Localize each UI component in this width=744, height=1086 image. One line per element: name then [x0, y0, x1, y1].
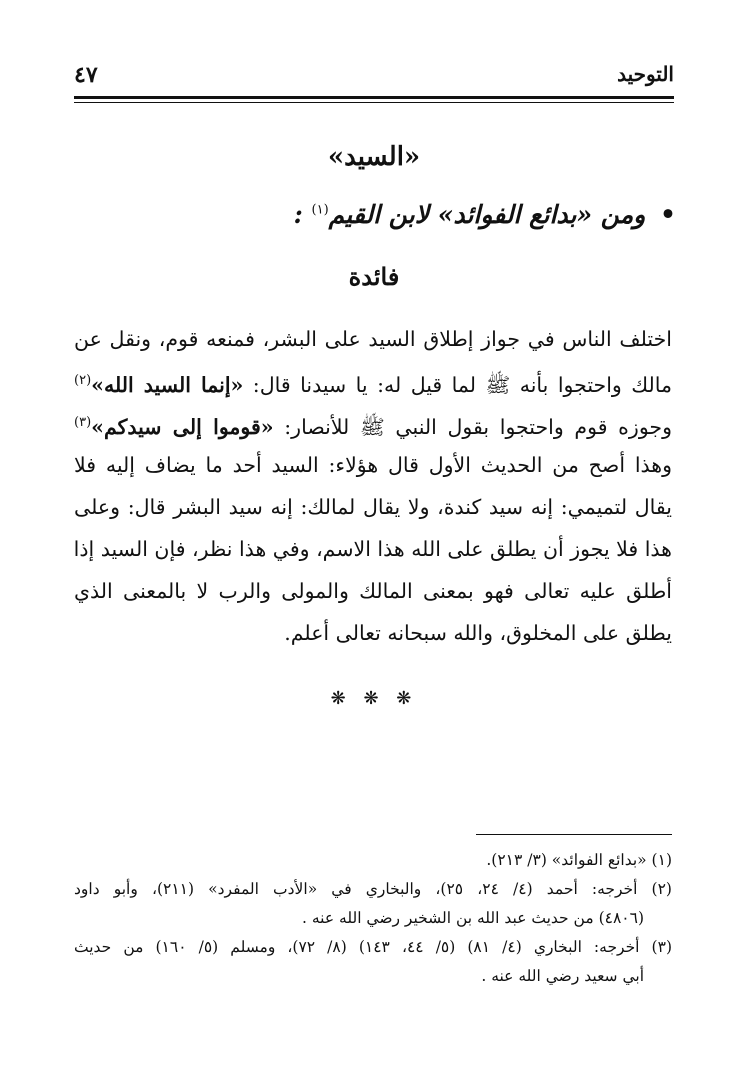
hadith-quote: «إنما السيد الله»	[91, 372, 244, 397]
header-rule-thin	[74, 102, 674, 103]
footnote-2-continuation: (٤٨٠٦) من حديث عبد الله بن الشخير رضي الله عنه .	[302, 909, 644, 927]
body-line	[74, 360, 672, 402]
body-line: هذا فلا يجوز أن يطلق على الله هذا الاسم، وفي هذا نظر، فإن السيد إذا	[74, 537, 672, 561]
page-header	[74, 58, 674, 94]
footnote-1: (١) «بدائع الفوائد» (٣/ ٢١٣).	[486, 851, 672, 869]
section-title: «السيد»	[327, 142, 421, 172]
hadith-quote: «قوموا إلى سيدكم»	[91, 414, 274, 439]
running-title: التوحيد	[617, 62, 674, 86]
body-line: وهذا أصح من الحديث الأول قال هؤلاء: السيد أحد ما يضاف إليه فلا	[74, 453, 672, 477]
footnote-ref-3: (٣)	[74, 415, 92, 430]
body-line-text: وجوزه قوم واحتجوا بقول النبي ﷺ للأنصار:	[273, 414, 672, 439]
footnote-ref-1: (١)	[311, 202, 329, 218]
body-line	[74, 402, 672, 444]
body-line: يطلق على المخلوق، والله سبحانه تعالى أعلم.	[284, 621, 672, 645]
body-line: يقال لتميمي: إنه سيد كندة، ولا يقال لمالك: إنه سيد البشر قال: وعلى	[74, 495, 672, 519]
subheading: فائدة	[348, 262, 400, 291]
footnotes	[74, 846, 672, 991]
footnote-3: (٣) أخرجه: البخاري (٤/ ٨١) (٥/ ٤٤، ١٤٣) (٨/ ٧٢)، ومسلم (٥/ ١٦٠) من حديث	[74, 938, 672, 956]
source-line	[76, 200, 676, 229]
source-colon: :	[293, 200, 303, 229]
footnote-3-continuation: أبي سعيد رضي الله عنه .	[481, 967, 644, 985]
footnote-ref-2: (٢)	[74, 373, 92, 388]
footnote-rule	[476, 834, 672, 835]
body-line: أطلق عليه تعالى فهو بمعنى المالك والمولى والرب لا بالمعنى الذي	[74, 579, 672, 603]
body-paragraph	[74, 318, 672, 654]
body-line: اختلف الناس في جواز إطلاق السيد على البشر، فمنعه قوم، ونقل عن	[74, 327, 672, 351]
footnote-2: (٢) أخرجه: أحمد (٤/ ٢٤، ٢٥)، والبخاري في «الأدب المفرد» (٢١١)، وأبو داود	[74, 880, 672, 898]
page-number: ٤٧	[74, 62, 98, 88]
bullet-icon: •	[660, 200, 676, 229]
asterism-separator: ❋ ❋ ❋	[330, 688, 418, 709]
header-rule-thick	[74, 96, 674, 99]
body-line-text: مالك واحتجوا بأنه ﷺ لما قيل له: يا سيدنا قال:	[243, 372, 672, 397]
source-text: ومن «بدائع الفوائد» لابن القيم	[328, 200, 646, 229]
